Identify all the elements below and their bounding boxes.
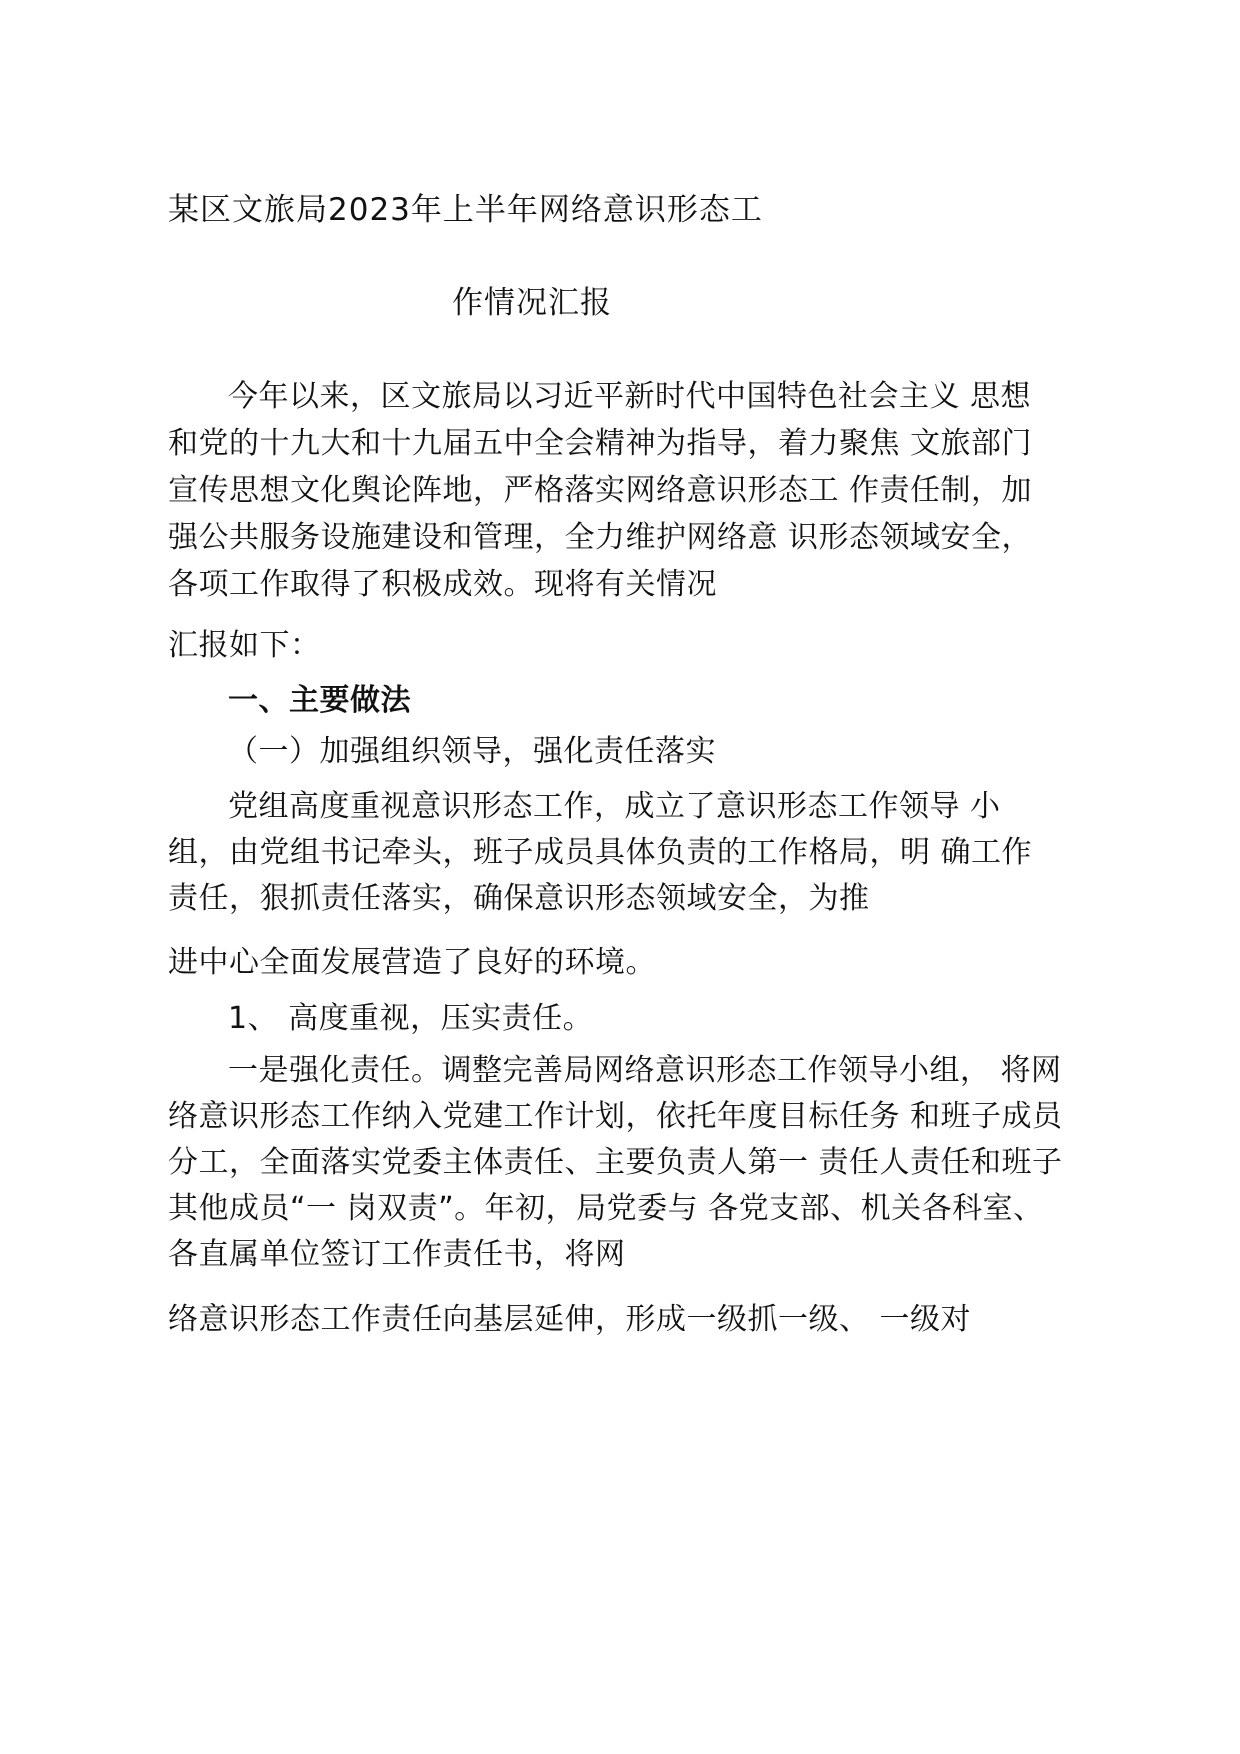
paragraph-line: 各直属单位签订工作责任书，将网 bbox=[168, 1237, 626, 1272]
document-title-line-1: 某区文旅局2023年上半年网络意识形态工 bbox=[168, 192, 763, 228]
paragraph-line: 一是强化责任。调整完善局网络意识形态工作领导小组， 将网 bbox=[228, 1053, 1062, 1088]
item-heading: 1、 高度重视，压实责任。 bbox=[228, 1001, 594, 1036]
paragraph-line: 分工，全面落实党委主体责任、主要负责人第一 责任人责任和班子 bbox=[168, 1145, 1063, 1180]
intro-paragraph-end: 汇报如下： bbox=[168, 628, 321, 663]
paragraph-end: 进中心全面发展营造了良好的环境。 bbox=[168, 945, 656, 980]
paragraph-line: 责任，狠抓责任落实，确保意识形态领域安全，为推 bbox=[168, 881, 870, 916]
paragraph-end: 络意识形态工作责任向基层延伸，形成一级抓一级、 一级对 bbox=[168, 1302, 972, 1337]
intro-paragraph-line: 宣传思想文化舆论阵地，严格落实网络意识形态工 作责任制，加 bbox=[168, 473, 1033, 508]
intro-paragraph-line: 强公共服务设施建设和管理，全力维护网络意 识形态领域安全， bbox=[168, 520, 1033, 555]
paragraph-line: 络意识形态工作纳入党建工作计划，依托年度目标任务 和班子成员 bbox=[168, 1099, 1063, 1134]
intro-paragraph-line: 各项工作取得了积极成效。现将有关情况 bbox=[168, 567, 717, 602]
paragraph-line: 党组高度重视意识形态工作，成立了意识形态工作领导 小 bbox=[228, 789, 1001, 824]
paragraph-line: 组，由党组书记牵头，班子成员具体负责的工作格局，明 确工作 bbox=[168, 835, 1033, 870]
intro-paragraph-line: 和党的十九大和十九届五中全会精神为指导，着力聚焦 文旅部门 bbox=[168, 426, 1033, 461]
subsection-heading: （一）加强组织领导，强化责任落实 bbox=[228, 734, 716, 769]
section-heading: 一、主要做法 bbox=[228, 683, 411, 718]
document-title-line-2: 作情况汇报 bbox=[452, 285, 612, 321]
paragraph-line: 其他成员“一 岗双责”。年初，局党委与 各党支部、机关各科室、 bbox=[168, 1191, 1044, 1226]
intro-paragraph-line: 今年以来，区文旅局以习近平新时代中国特色社会主义 思想 bbox=[228, 379, 1032, 414]
